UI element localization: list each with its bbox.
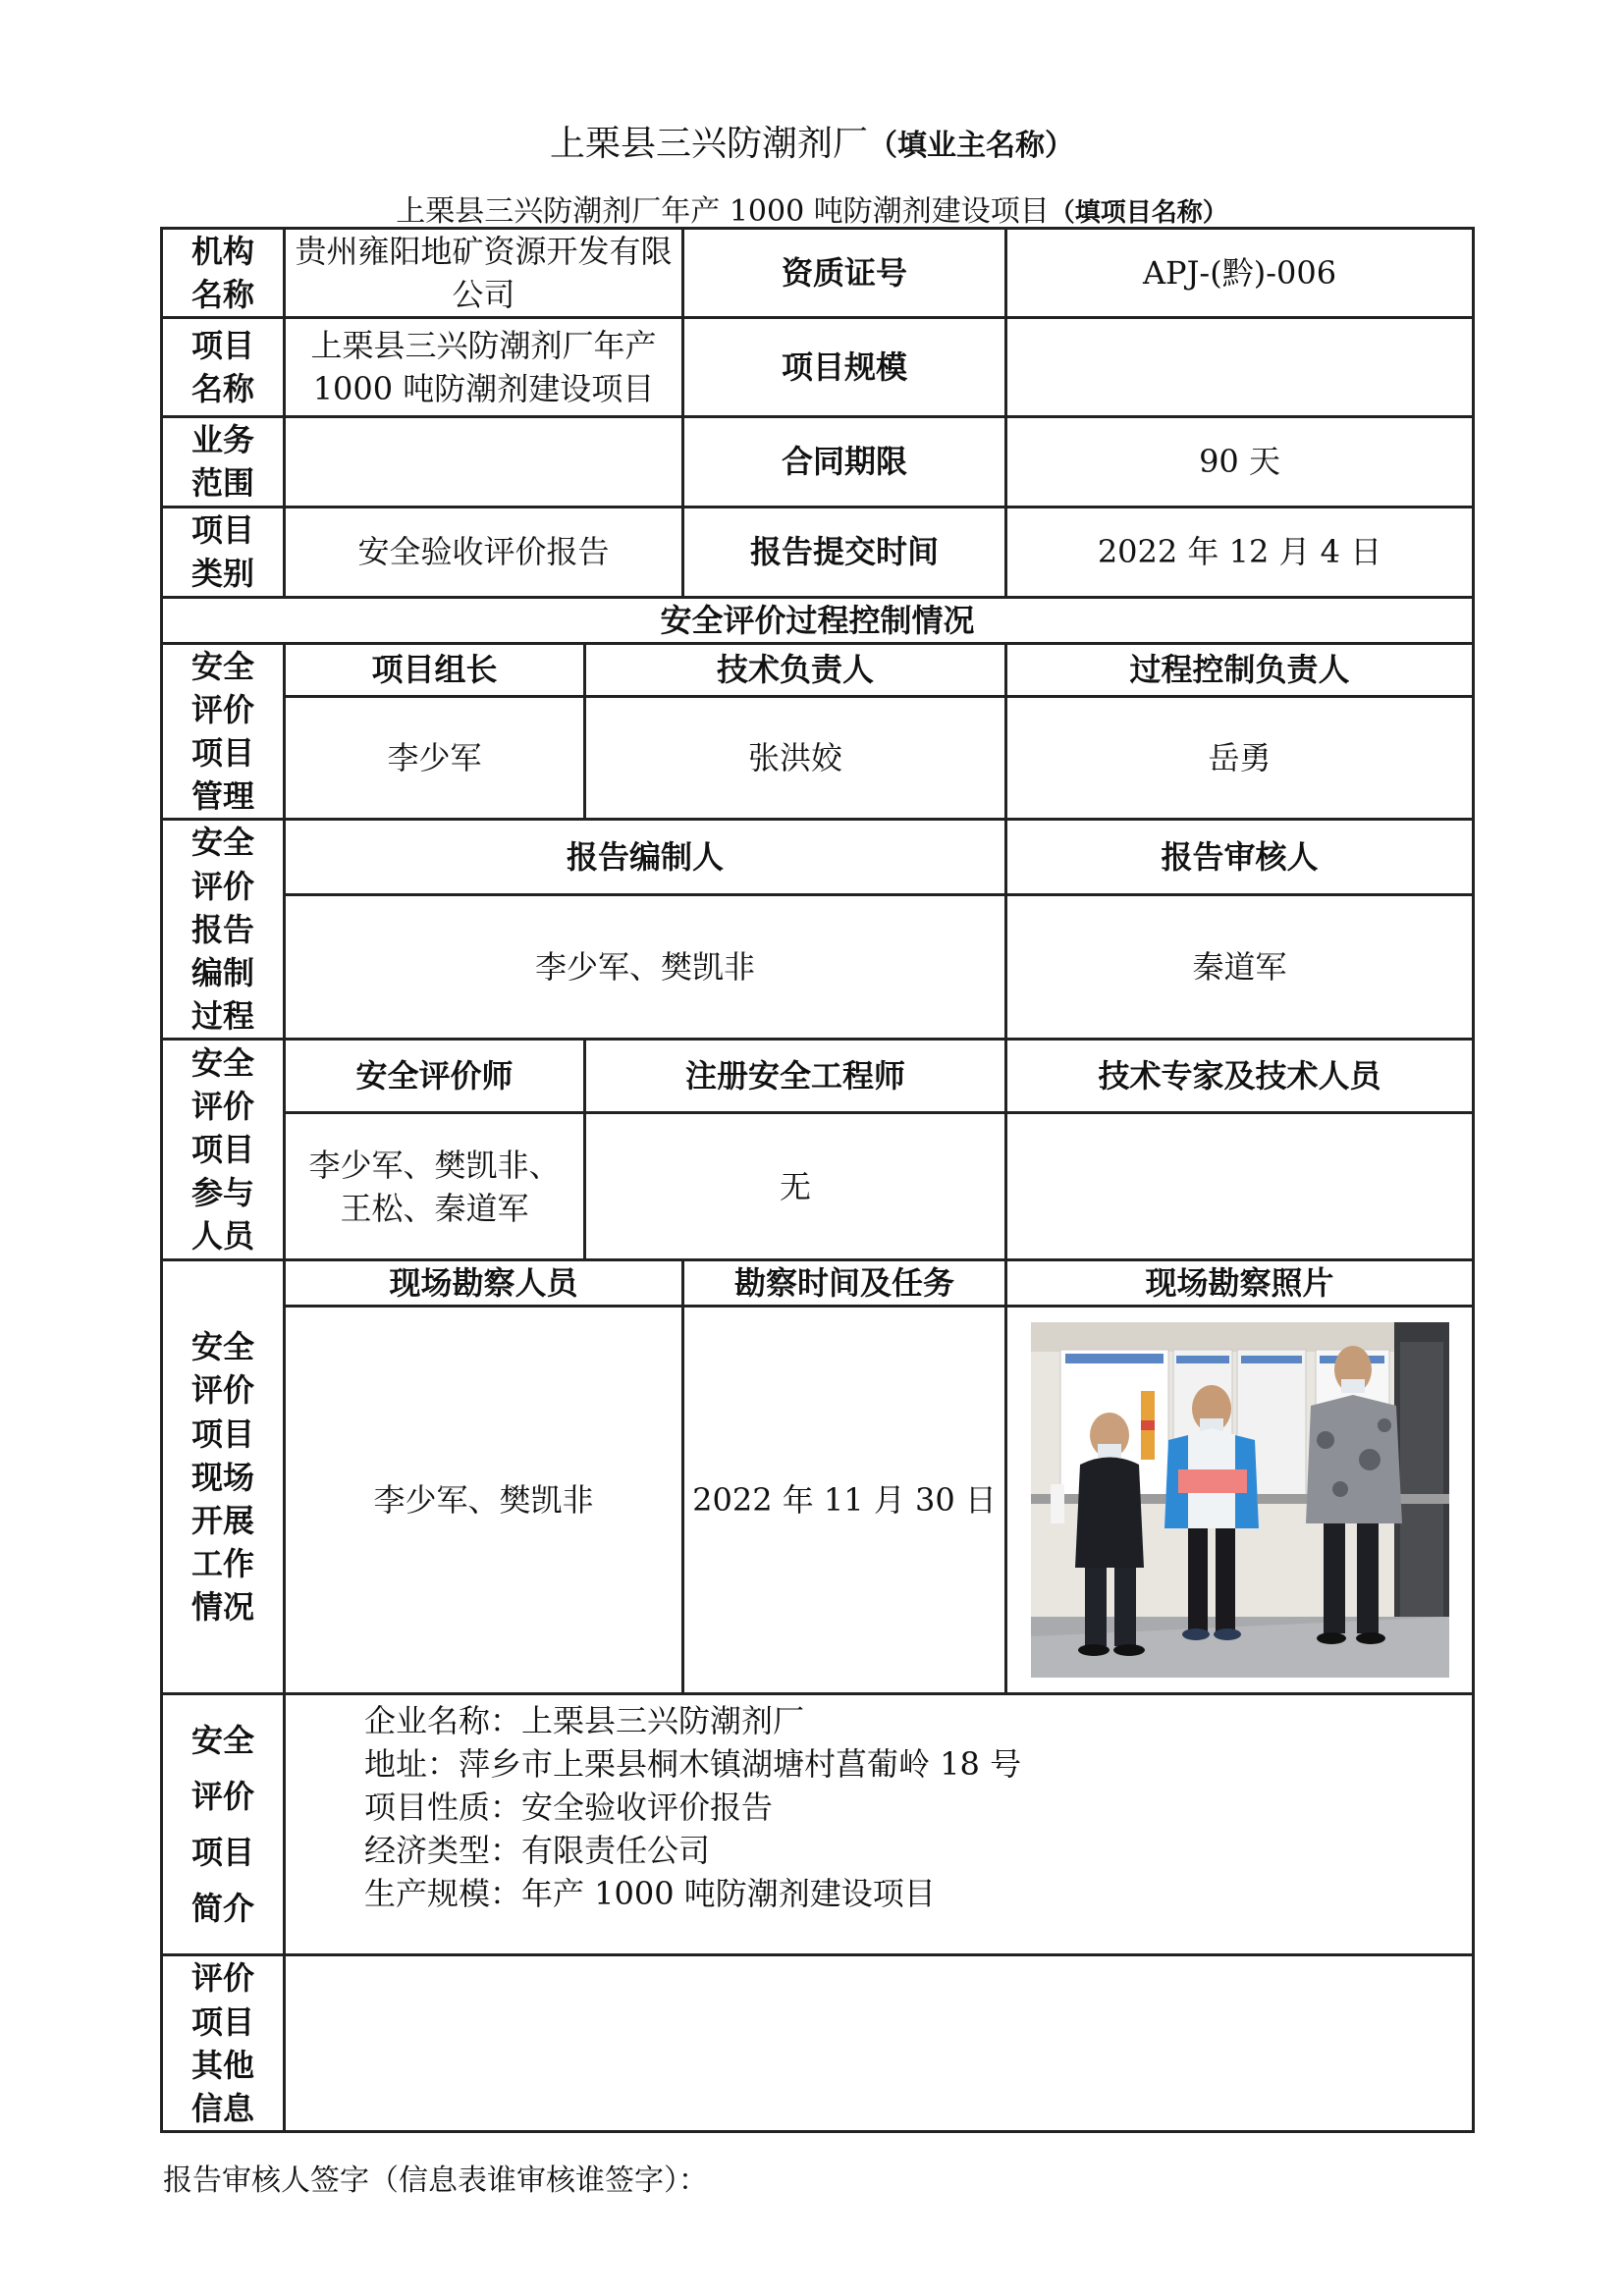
org-value: 贵州雍阳地矿资源开发有限公司 bbox=[285, 229, 683, 318]
photo-header: 现场勘察照片 bbox=[1006, 1260, 1474, 1307]
page-subtitle bbox=[0, 187, 1624, 230]
evaluator-header: 安全评价师 bbox=[285, 1040, 585, 1113]
page-title bbox=[0, 116, 1624, 166]
other-value bbox=[285, 1955, 1474, 2132]
scope-label: 业务 范围 bbox=[162, 417, 285, 507]
participants-label: 安全 评价 项目 参与 人员 bbox=[162, 1040, 285, 1260]
time-value: 2022 年 11 月 30 日 bbox=[683, 1307, 1006, 1694]
leader-header: 项目组长 bbox=[285, 643, 585, 696]
author-header: 报告编制人 bbox=[285, 820, 1006, 894]
tech-value: 张洪姣 bbox=[585, 696, 1006, 820]
control-header: 过程控制负责人 bbox=[1006, 643, 1474, 696]
contract-value: 90 天 bbox=[1006, 417, 1474, 507]
scale-label: 项目规模 bbox=[683, 318, 1006, 417]
org-label: 机构 名称 bbox=[162, 229, 285, 318]
submit-value: 2022 年 12 月 4 日 bbox=[1006, 507, 1474, 597]
experts-value bbox=[1006, 1113, 1474, 1260]
process-title: 安全评价过程控制情况 bbox=[162, 597, 1474, 643]
staff-value: 李少军、樊凯非 bbox=[285, 1307, 683, 1694]
scale-value bbox=[1006, 318, 1474, 417]
other-label: 评价 项目 其他 信息 bbox=[162, 1955, 285, 2132]
site-photo-image bbox=[1031, 1322, 1449, 1678]
scope-value bbox=[285, 417, 683, 507]
intro-nature: 项目性质：安全验收评价报告 bbox=[364, 1789, 774, 1827]
cert-label: 资质证号 bbox=[683, 229, 1006, 318]
intro-content bbox=[285, 1694, 1474, 1955]
site-photo-cell bbox=[1006, 1307, 1474, 1694]
intro-label: 安全 评价 项目 简介 bbox=[162, 1694, 285, 1955]
category-value: 安全验收评价报告 bbox=[285, 507, 683, 597]
staff-header: 现场勘察人员 bbox=[285, 1260, 683, 1307]
site-label: 安全 评价 项目 现场 开展 工作 情况 bbox=[162, 1260, 285, 1694]
reviewer-header: 报告审核人 bbox=[1006, 820, 1474, 894]
compile-label: 安全 评价 报告 编制 过程 bbox=[162, 820, 285, 1040]
control-value: 岳勇 bbox=[1006, 696, 1474, 820]
management-label: 安全 评价 项目 管理 bbox=[162, 643, 285, 820]
evaluators-value: 李少军、樊凯非、 王松、秦道军 bbox=[285, 1113, 585, 1260]
site-photo bbox=[1031, 1322, 1449, 1678]
intro-economy: 经济类型：有限责任公司 bbox=[364, 1832, 711, 1870]
contract-label: 合同期限 bbox=[683, 417, 1006, 507]
reviewer-value: 秦道军 bbox=[1006, 894, 1474, 1039]
project-name-heading: 上栗县三兴防潮剂厂年产 1000 吨防潮剂建设项目 bbox=[396, 194, 1050, 229]
authors-value: 李少军、樊凯非 bbox=[285, 894, 1006, 1039]
cert-value: APJ-(黔)-006 bbox=[1006, 229, 1474, 318]
engineers-value: 无 bbox=[585, 1113, 1006, 1260]
category-label: 项目 类别 bbox=[162, 507, 285, 597]
time-header: 勘察时间及任务 bbox=[683, 1260, 1006, 1307]
expert-header: 技术专家及技术人员 bbox=[1006, 1040, 1474, 1113]
leader-value: 李少军 bbox=[285, 696, 585, 820]
engineer-header: 注册安全工程师 bbox=[585, 1040, 1006, 1113]
owner-name-note: （填业主名称） bbox=[868, 129, 1074, 163]
project-name-note: （填项目名称） bbox=[1049, 198, 1228, 228]
footer-signature-line: 报告审核人签字（信息表谁审核谁签字）： bbox=[163, 2163, 708, 2198]
intro-address: 地址：萍乡市上栗县桐木镇湖塘村菖葡岭 18 号 bbox=[364, 1745, 1022, 1784]
info-table bbox=[160, 227, 1475, 2133]
project-label: 项目 名称 bbox=[162, 318, 285, 417]
project-value: 上栗县三兴防潮剂厂年产1000 吨防潮剂建设项目 bbox=[285, 318, 683, 417]
owner-name: 上栗县三兴防潮剂厂 bbox=[549, 124, 868, 164]
tech-header: 技术负责人 bbox=[585, 643, 1006, 696]
intro-company: 企业名称：上栗县三兴防潮剂厂 bbox=[364, 1702, 805, 1740]
intro-production: 生产规模：年产 1000 吨防潮剂建设项目 bbox=[364, 1875, 936, 1913]
submit-label: 报告提交时间 bbox=[683, 507, 1006, 597]
